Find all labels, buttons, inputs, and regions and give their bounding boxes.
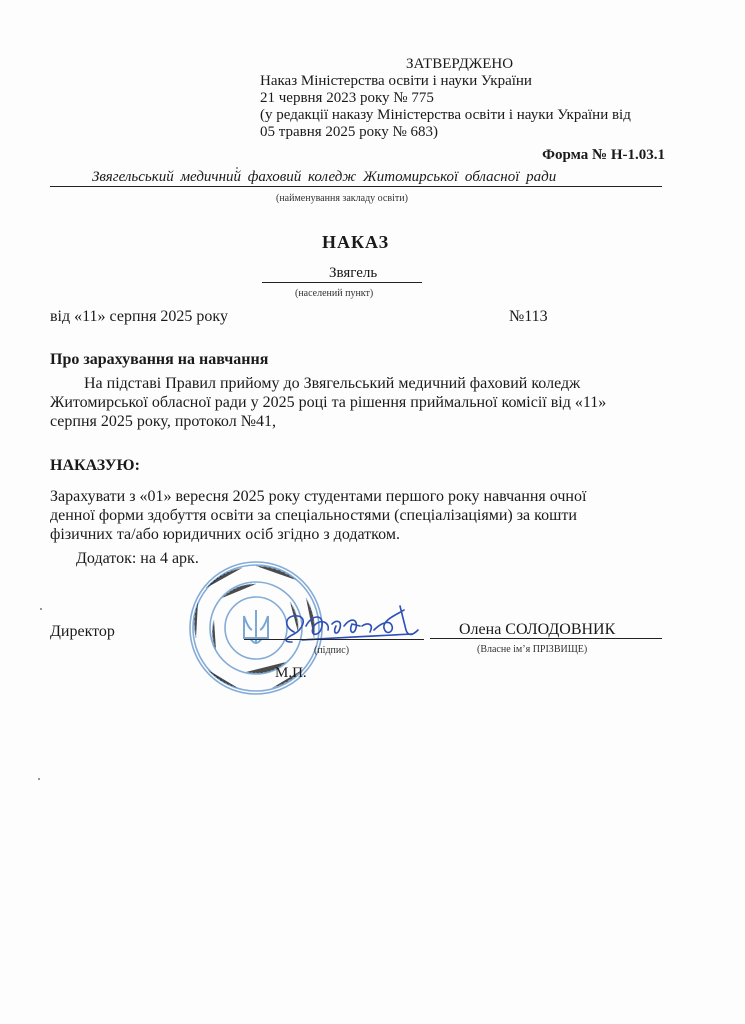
locality-caption: (населений пункт) (295, 288, 374, 299)
director-signature (272, 596, 432, 652)
decision-line-1: Зарахувати з «01» вересня 2025 року студентами першого року навчання очної (50, 488, 587, 505)
approval-line-1: Наказ Міністерства освіти і науки України (260, 73, 532, 89)
approval-line-4: 05 травня 2025 року № 683) (260, 124, 439, 140)
basis-line-3: серпня 2025 року, протокол №41, (50, 413, 276, 430)
seal-place: М.П. (275, 665, 307, 681)
locality-name: Звягель (329, 265, 378, 281)
order-subject: Про зарахування на навчання (50, 351, 269, 368)
decision-line-3: фізичних та/або юридичних осіб згідно з додатком. (50, 526, 400, 543)
order-number: №113 (509, 308, 548, 325)
order-date: від «11» серпня 2025 року (50, 308, 228, 325)
scan-speck (236, 167, 238, 169)
approval-heading: ЗАТВЕРДЖЕНО (406, 56, 514, 72)
locality-underline (262, 282, 422, 283)
institution-caption: (найменування закладу освіти) (276, 193, 408, 204)
doc-title: НАКАЗ (322, 232, 390, 252)
scan-speck (40, 608, 42, 610)
basis-line-2: Житомирської обласної ради у 2025 році та рішення приймальної комісії від «11» (50, 394, 607, 411)
director-position: Директор (50, 623, 115, 640)
institution-name: Звягельський медичний фаховий коледж Житомирської обласної ради (92, 169, 557, 185)
basis-line-1: На підставі Правил прийому до Звягельський медичний фаховий коледж (84, 375, 581, 392)
scan-speck (38, 778, 40, 780)
director-name: Олена СОЛОДОВНИК (459, 621, 616, 638)
institution-underline (50, 186, 662, 187)
signature-caption: (підпис) (314, 645, 350, 656)
signature-line (244, 639, 424, 640)
decision-line-2: денної форми здобуття освіти за спеціальностями (спеціалізаціями) за кошти (50, 507, 577, 524)
approval-line-2: 21 червня 2023 року № 775 (260, 90, 434, 106)
name-caption: (Власне ім’я ПРІЗВИЩЕ) (477, 644, 588, 655)
approval-line-3: (у редакції наказу Міністерства освіти і науки України від (260, 107, 631, 123)
form-number: Форма № Н-1.03.1 (542, 147, 665, 163)
name-underline (430, 638, 662, 639)
attachment-note: Додаток: на 4 арк. (76, 550, 199, 567)
order-word: НАКАЗУЮ: (50, 457, 140, 474)
